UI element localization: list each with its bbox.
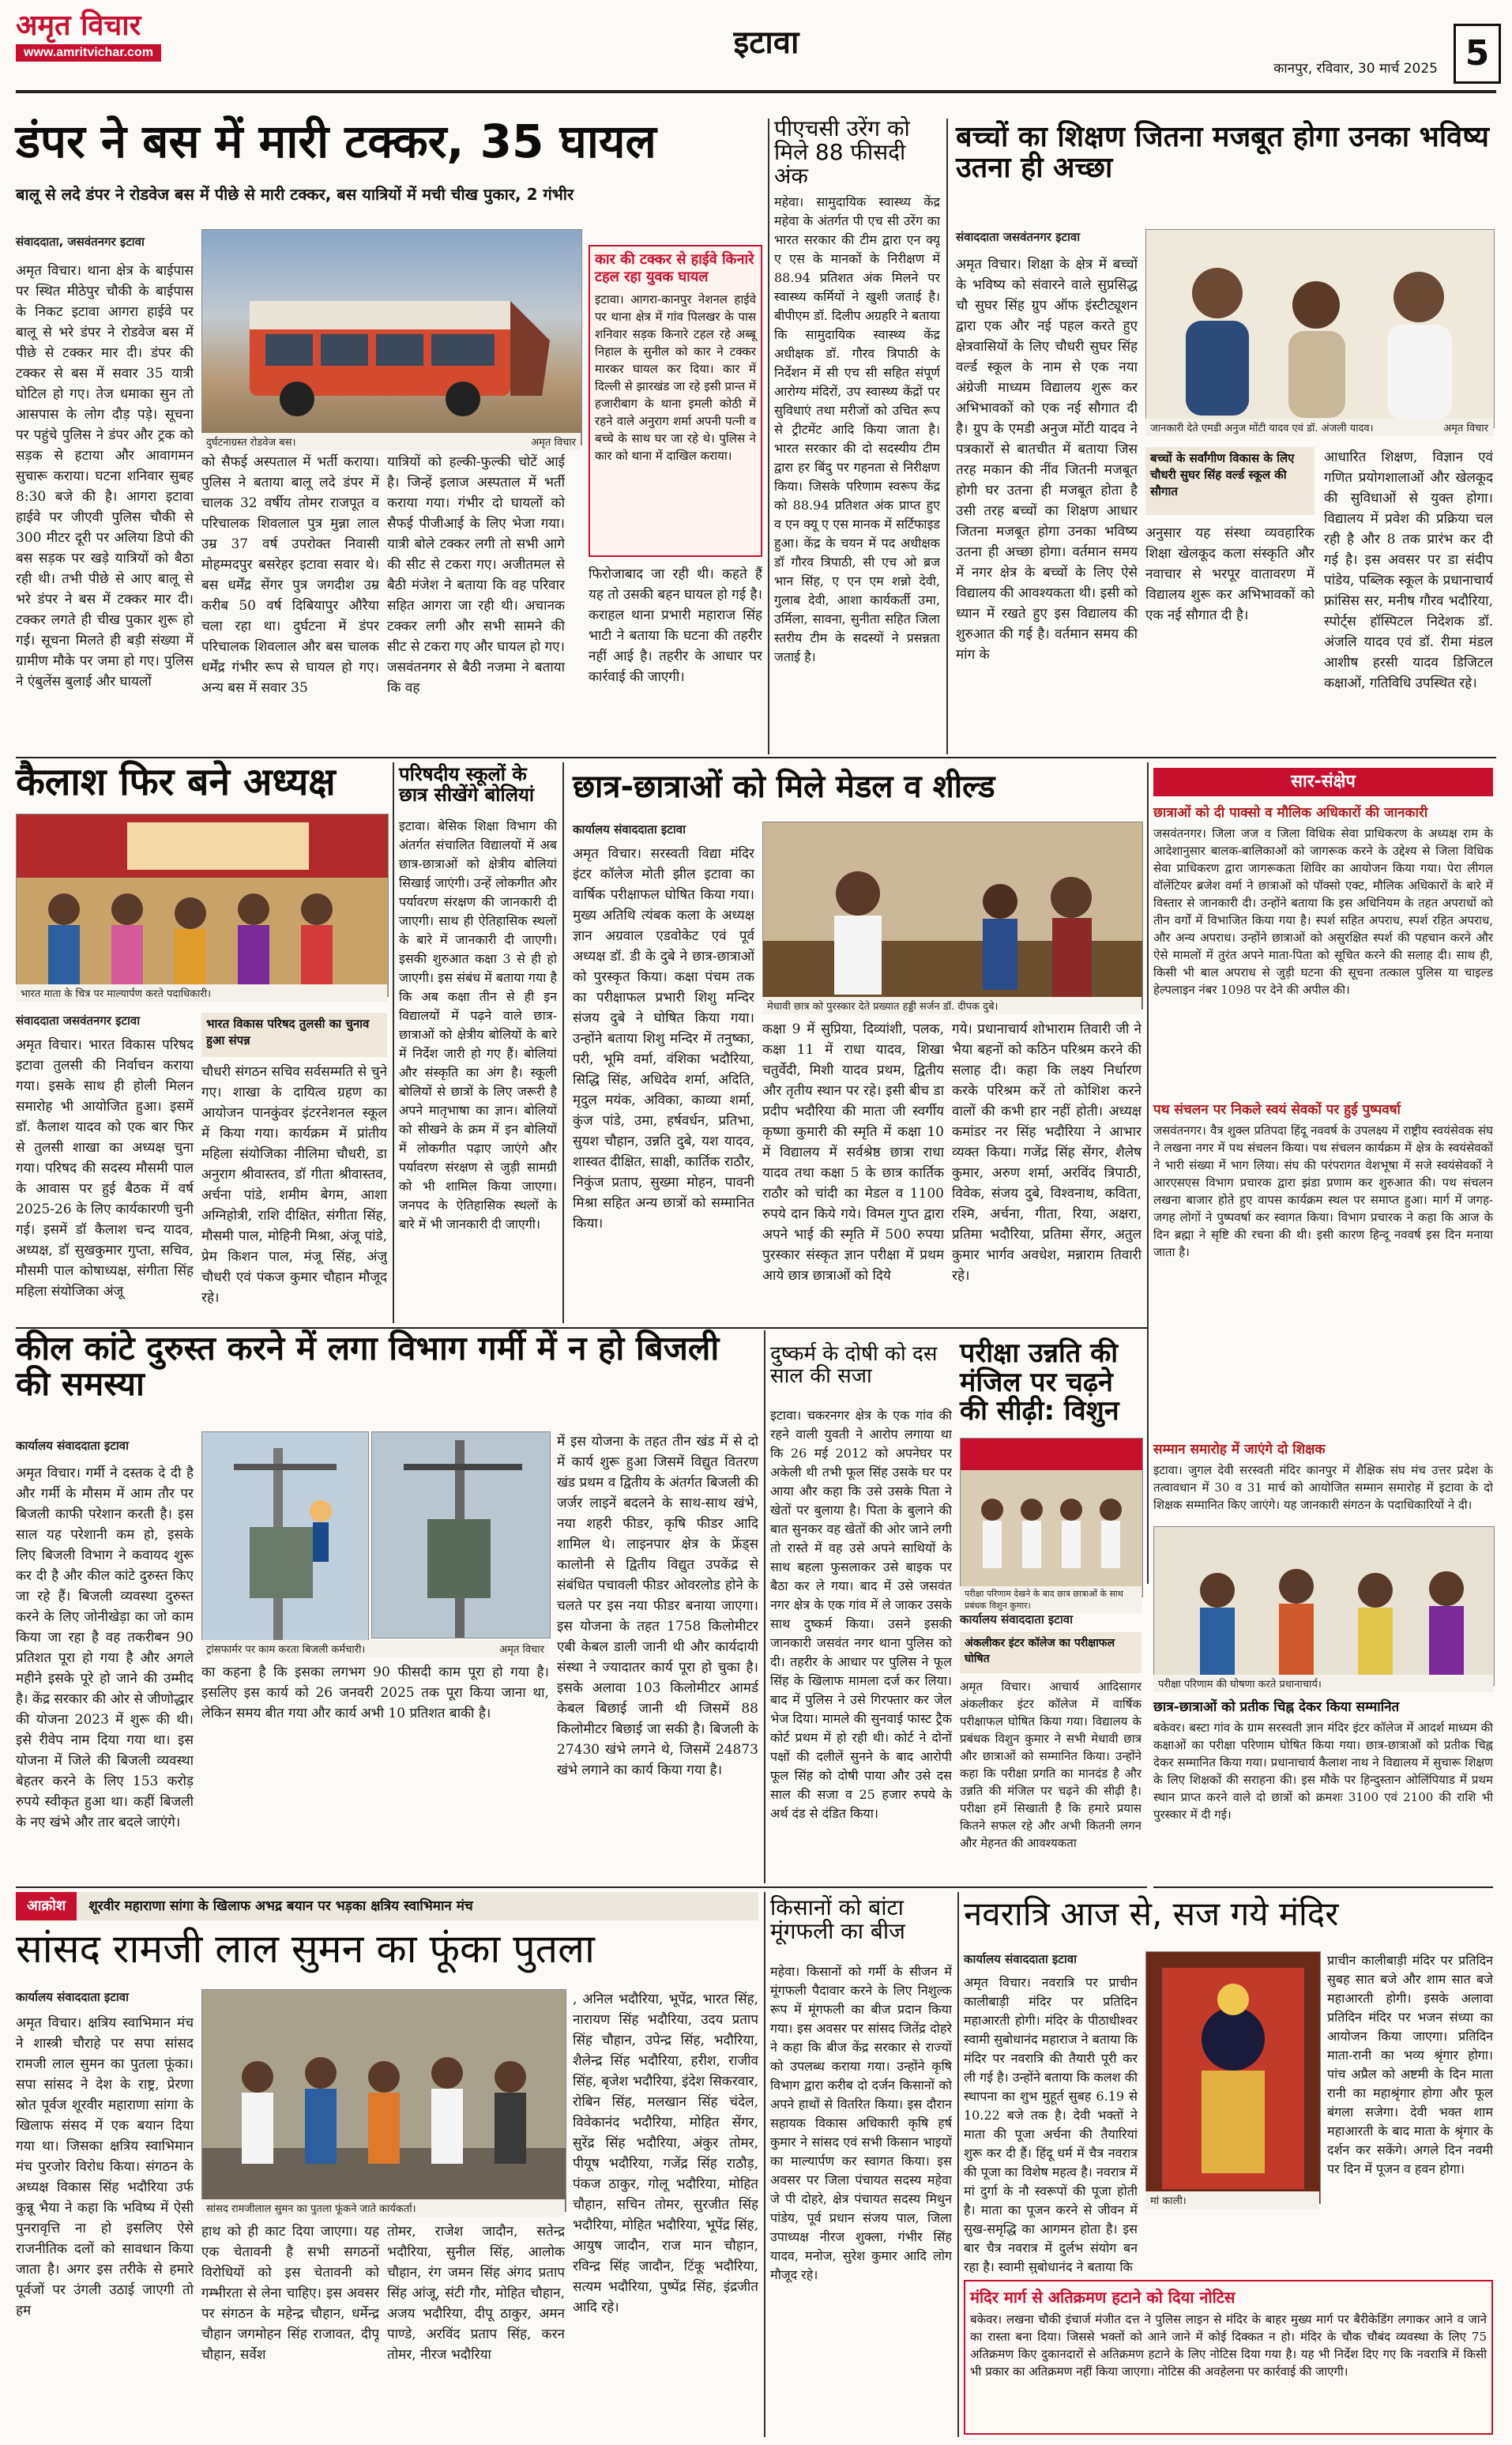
masthead [16, 8, 1496, 95]
photo-medal-ceremony [762, 822, 1143, 1010]
story-dumper-col3: यात्रियों को हल्की-फुल्की चोटें आई है। जिन्हें इलाज अस्पताल में भर्ती कराया गया। गंभीर दो घायलों को सैफई पीजीआई के लिए भेजा गया। यात्री बोले टक्कर लगी तो सभी आगे की सीट से टकरा गए। अजीतमल से बैठी मंजेश ने बताया कि वह परिवार सहित आगरा जा रही थी। अचानक टक्कर लगी और सभी सामने की सीट से टकरा गए और घायल हो गए। जसवंतनगर से बैठी नजमा ने बताया कि वह [387, 454, 565, 696]
story-medal-col3: गये। प्रधानाचार्य शोभाराम तिवारी जी ने भैया बहनों को कठिन परिश्रम करने की सलाह दी। कहा कि लक्ष्य निर्धारण करके परिश्रम करें तो कोशिश करने वालों की कभी हार नहीं होती। अध्यक्ष कमांडर नर सिंह भदौरिया ने आभार व्यक्त किया। गजेंद्र सिंह सेंगर, शैलेष कुमार, अरुण शर्मा, अरविंद त्रिपाठी, विवेक, संजय दुबे, विश्वनाथ, कविता, रश्मि, अर्चना, गीता, रिया, अक्षरा, प्रतिमा भदौरिया, प्रतिमा सेंगर, अतुल कुमार भार्गव अवधेश, मन्नाराम तिवारी रहे। [952, 1021, 1142, 1284]
section-rule [1153, 1886, 1493, 1888]
goddess-illustration [1146, 1952, 1320, 2203]
caption-md-and-doctor [1145, 419, 1493, 436]
brand-url[interactable]: www.amritvichar.com [16, 44, 161, 62]
notice-title: मंदिर मार्ग से अतिक्रमण हटाने को दिया नोटिस [970, 2288, 1236, 2307]
bus-illustration [202, 230, 581, 445]
people-illustration [1146, 230, 1494, 427]
section-rule [16, 1886, 1147, 1888]
caption-maa-kali: मां काली। [1145, 2191, 1319, 2209]
summary-item1-body: जसवंतनगर। जिला जज व जिला विधिक सेवा प्राधिकरण के अध्यक्ष राम के आदेशानुसार बालक-बालिकाओं को जागरूक करने के उद्देश्य से जिला विधिक सेवा प्राधिकरण द्वारा जागरूकता शिविर का आयोजन किया गया। पेरा लीगल वॉलेंटियर ब्रजेश वर्मा ने छात्राओं को पॉक्सो एक्ट, मौलिक अधिकारों के बारे में विस्तार से जानकारी दी। उन्होंने बताया कि इस अधिनियम के तहत अपराधों को तीन वर्गों में विभाजित किया गया है। स्पर्श सहित अपराध, स्पर्श रहित अपराध, और अन्य अपराध। उन्होंने छात्राओं को असुरक्षित स्पर्श की पहचान करने और ऐसे मामलों में तुरंत अपने माता-पिता को सूचित करने की सलाह दी। साथ ही, किसी भी बाल अपराध से जुड़ी घटना की सूचना तत्काल पुलिस या चाइल्ड हेल्पलाइन नंबर 1098 पर देने की अपील की। [1153, 826, 1493, 997]
headline-navratri: नवरात्रि आज से, सज गये मंदिर [964, 1894, 1339, 1933]
column-rule [946, 118, 948, 754]
meeting-illustration [17, 814, 388, 996]
kicker-text: शूरवीर महाराणा सांगा के खिलाफ अभद्र बयान पर भड़का क्षत्रिय स्वाभिमान मंच [88, 1898, 473, 1914]
box-kailash-highlight [201, 1013, 387, 1057]
section-title: इटावा [733, 24, 799, 61]
story-kisan-body: महेवा। किसानों को गर्मी के सीजन में मूंगफली पैदावार करने के लिए निशुल्क रूप में मूंगफली का बीज प्रदान किया गया। इस अवसर पर सांसद जितेंद्र दोहरे ने कहा कि बीज केंद्र सरकार से राज्यों को उपलब्ध कराया गया। उन्होंने कृषि विभाग द्वारा करीब दो दर्जन किसानों को अपने हाथों से वितरित किया। इस दौरान सहायक विकास अधिकारी कृषि हर्ष कुमार ने सांसद एवं सभी किसान भाइयों का माल्यार्पण कर स्वागत किया। इस अवसर पर जिला पंचायत सदस्य महेवा जे पी दोहरे, क्षेत्र पंचायत सदस्य मिथुन पांडेय, पूर्व प्रधान संजय पाल, जिला उपाध्यक्ष नीरज शुक्ला, गंभीर सिंह यादव, मनोज, सुरेश कुमार आदि लोग मौजूद रहे। [770, 1964, 952, 2282]
byline-education: संवाददाता जसवंतनगर इटावा [956, 230, 1081, 244]
story-keel-col1: अमृत विचार। गर्मी ने दस्तक दे दी है और गर्मी के मौसम में आम तौर पर बिजली काफी परेशान करती है। इस साल यह परेशानी कम हो, इसके लिए बिजली विभाग ने कवायद शुरू कर दी है और कील कांटे दुरुस्त किए जा रहे हैं। बिजली व्यवस्था दुरुस्त करने के लिए जोनीखेड़ा का जो काम किया जा रहा है वह तकरीबन 90 प्रतिशत पूरा हो गया है और अगले महीने इसके पूरे हो जाने की उम्मीद है। केंद्र सरकार की ओर से जीणोद्धार की योजना 2023 में शुरू की थी। इसे रीवेप नाम दिया गया था। इस योजना में जिले की बिजली व्यवस्था बेहतर करने के लिए 153 करोड़ रुपये स्वीकृत हुआ था। कहीं बिजली के नए खंभे और तार बदले जाएंगे। [16, 1465, 194, 1830]
photo-transformer-pole [371, 1431, 551, 1638]
crowd-illustration [202, 1990, 566, 2211]
caption-transformer-text: ट्रांसफार्मर पर काम करता बिजली कर्मचारी। [206, 1644, 366, 1656]
caption-effigy: सांसद रामजीलाल सुमन का पुतला फूंकने जाते कार्यकर्ता। [201, 2199, 565, 2217]
byline-navratri: कार्यालय संवाददाता इटावा [964, 1952, 1077, 1966]
story-dumper-col1: अमृत विचार। थाना क्षेत्र के बाईपास पर स्थित मीठेपुर चौकी के बाईपास के निकट इटावा आगरा हाईवे पर बालू से भरे डंपर ने रोडवेज बस में पीछे से टक्कर मार दी। डंपर की टक्कर से बस में सवार 35 यात्री घोटिल हो गए। तेज धमाका सुन तो आसपास के लोग दौड़ पड़े। सूचना पर पहुंचे पुलिस ने डंपर और ट्रक को सड़क से हटाया और आवागमन सुचारू कराया। घटना शनिवार सुबह 8:30 बजे की है। आगरा इटावा हाईवे पर जीएवी पुलिस चौकी से 300 मीटर दूरी पर अलिया डिपो की बस सड़क पर खड़े यात्रियों को बैठा रही थी। तभी पीछे से आए बालू से भरे डंपर ने बस में टक्कर मार दी। टक्कर लगते ही चीख पुकार शुरू हो गई। सूचना मिलते ही बड़ी संख्या में ग्रामीण मौके पर जमा हो गए। पुलिस ने एंबुलेंस बुलाई और घायलों [16, 263, 194, 690]
photo-credit: अमृत विचार [531, 437, 576, 449]
caption-medal: मेधावी छात्र को पुरस्कार देते प्रख्यात हड्डी सर्जन डॉ. दीपक दुबे। [762, 997, 1142, 1014]
caption-damaged-bus [201, 433, 581, 450]
subhead-dumper: बालू से लदे डंपर ने रोडवेज बस में पीछे से मारी टक्कर, बस यात्रियों में मची चीख पुकार, 2 गंभीर [16, 185, 574, 204]
story-pariksha-col1: अमृत विचार। आचार्य आदिसागर अंकलीकर इंटर कॉलेज में वार्षिक परीक्षाफल घोषित किया गया। विद्यालय के प्रबंधक विशुन कुमार ने सभी मेधावी छात्र और छात्राओं को सम्मानित किया। उन्होंने कहा कि परीक्षा प्रगति का मानदंड है और उन्नति की मंजिल पर चढ़ने की सीढ़ी है। परीक्षा हमें सिखाती है कि हमारे प्रयास कितने सफल रहे और अभी कितनी लगन और मेहनत की आवश्यकता [960, 1680, 1142, 1850]
box-education-text: बच्चों के सर्वांगीण विकास के लिए चौधरी सुघर सिंह वर्ल्ड स्कूल की सौगात [1150, 451, 1295, 498]
headline-bolia: परिषदीय स्कूलों के छात्र सीखेंगे बोलियां [399, 763, 535, 806]
story-education-col2: अनुसार यह संस्था व्यवहारिक शिक्षा खेलकूद कला संस्कृति और नवाचार से भरपूर वातावरण में विद्यालय शुरू कर अभिभावकों को एक नई सौगात दी है। [1145, 525, 1315, 623]
medal-illustration [763, 822, 1142, 1009]
brand-logo [16, 8, 205, 90]
byline-medal: कार्यालय संवाददाता इटावा [573, 822, 686, 837]
story-kailash-col1: अमृत विचार। भारत विकास परिषद इटावा तुलसी की निर्वाचन कराया गया। इसके साथ ही होली मिलन समारोह भी आयोजित हुआ। इसमें डॉ. कैलाश यादव को एक बार फिर से तुलसी शाखा का अध्यक्ष चुना गया। परिषद की सदस्य मौसमी पाल के आवास पर हुई बैठक में वर्ष 2025-26 के लिए कार्यकारणी चुनी गई। इसमें डॉ कैलाश चन्द यादव, अध्यक्ष, डॉ सुखकुमार गुप्ता, सचिव, मौसमी पाल कोषाध्यक्ष, संगीता सिंह महिला संयोजिका अंजू [16, 1037, 194, 1300]
box-kailash-text: भारत विकास परिषद तुलसी का चुनाव हुआ संपन्न [206, 1017, 370, 1048]
story-dumper-col2: को सैफई अस्पताल में भर्ती कराया। पुलिस ने बताया बालू लदे डंपर में चालक 32 वर्षीय तोमर राजपूत व परिचालक शिवलाल पुत्र मुन्ना लाल उम्र 37 वर्ष उपरोक्त निवासी मोहम्मदपुर बसरेहर इटावा सवार थे। बस धर्मेंद्र सेंगर पुत्र जगदीश उम्र करीब 50 वर्ष दिबियापुर औरैया चला रहा था। दुर्घटना में डंपर परिचालक शिवलाल और बस चालक धर्मेंद्र गंभीर रूप से घायल हो गए। अन्य बस में सवार 35 [201, 454, 379, 696]
headline-pariksha: परीक्षा उन्नति की मंजिल पर चढ़ने की सीढ़ी: विशुन [960, 1337, 1119, 1428]
photo-effigy-burning [201, 1989, 566, 2212]
box-pariksha-highlight [960, 1632, 1142, 1673]
story-phc-body: महेवा। सामुदायिक स्वास्थ्य केंद्र महेवा के अंतर्गत पी एच सी उरेंग का भारत सरकार की टीम द्वारा एन क्यू ए एस के मानकों के निरीक्षण में 88.94 प्रतिशत अंक मिलने पर स्वास्थ्य कर्मियों ने खुशी जताई है। बीपीएम डॉ. दिलीप अग्रहरि ने बताया कि सामुदायिक स्वास्थ्य केंद्र अधीक्षक डॉ. गौरव त्रिपाठी के निर्देशन में सी एच सी सहित संपूर्ण आरोग्य मंदिरों, उप स्वास्थ्य केंद्रों पर सुविधाएं तथा मरीजों को उचित रूप से ट्रीटमेंट आदि किया जाता है। भारत सरकार की दो सदस्यीय टीम द्वारा हर बिंदु पर गहनता से निरीक्षण किया। जिसके परिणाम स्वरूप केंद्र को 88.94 प्रतिशत अंक प्राप्त हुए व एन क्यू ए एस मानक में सर्टिफाइड हुआ। केंद्र के चयन में पद अधीक्षक डॉ गौरव त्रिपाठी, सी एच ओ ब्रज भान सिंह, ए एन एम शन्नो देवी, गुलाब देवी, आशा कार्यकर्ती उमा, उर्मिला, सावना, सुनीता सहित जिला स्तरीय टीम के सदस्यों ने प्रसन्नता जताई है। [774, 194, 940, 664]
story-navratri-col1: अमृत विचार। नवरात्रि पर प्राचीन कालीबाड़ी मंदिर पर प्रतिदिन महाआरती होगी। मंदिर के पीठाधीश्वर स्वामी सुबोधानंद महाराज ने बताया कि मंदिर पर नवरात्रि की तैयारी पूरी कर ली गई है। उन्होंने बताया कि कलश की स्थापना का शुभ मुहूर्त सुबह 6.19 से 10.22 बजे तक है। देवी भक्तों ने माता की पूजा अर्चना की तैयारियां शुरू कर दी हैं। हिंदू धर्म में चैत्र नवरात्र की पूजा का विशेष महत्व है। नवरात्र में मां दुर्गा के नौ स्वरूपों की पूजा होती है। माता का पूजन करने से जीवन में सुख-समृद्धि का आगमन होता है। इस बार चैत्र नवरात्र में दुर्लभ संयोग बन रहा है। स्वामी सुबोधानंद ने बताया कि [964, 1975, 1138, 2274]
photo-credit: अमृत विचार [499, 1644, 544, 1656]
caption-result-announcement: परीक्षा परिणाम की घोषणा करते प्रधानाचार्य। [1153, 1675, 1493, 1692]
summary-item3-title: सम्मान समारोह में जाएंगे दो शिक्षक [1153, 1442, 1326, 1458]
caption-pariksha: परीक्षा परिणाम देखने के बाद छात्र छात्राओं के साथ प्रबंधक विशुन कुमार। [960, 1586, 1142, 1613]
caption-bharat-vikas: भारत माता के चित्र पर माल्यार्पण करते पदाधिकारी। [16, 984, 387, 1002]
section-rule [16, 757, 1496, 758]
summary-item4-title: छात्र-छात्राओं को प्रतीक चिह्न देकर किया सम्मानित [1153, 1699, 1400, 1715]
pole-illustration [372, 1432, 550, 1638]
story-sansad-col3: तोमर, राजेश जादौन, सतेन्द्र भदौरिया, सुनील सिंह, आलोक चौहान, रंग जमन सिंह अंगद प्रताप सिंह आंजू, संटी गौर, मोहित चौहान, अजय भदौरिया, दीपू ठाकुर, अमन पाण्डे, अरविंद प्रताप सिंह, करन तोमर, नीरज भदौरिया [387, 2224, 565, 2363]
story-bolia-body: इटावा। बेसिक शिक्षा विभाग की अंतर्गत संचालित विद्यालयों में अब छात्र-छात्राओं को क्षेत्रीय बोलियां सिखाई जाएंगी। उन्हें लोकगीत और पर्यावरण संरक्षण की जानकारी दी जाएगी। साथ ही ऐतिहासिक स्थलों के बारे में जानकारी दी जाएगी। इसकी शुरुआत कक्षा 3 से ही हो जाएगी। इस संबंध में बताया गया है कि अब कक्षा तीन से ही इन विद्यालयों में पढ़ने वाले छात्र-छात्राओं को क्षेत्रीय बोलियों के बारे में निर्देश जारी हो गए हैं। बोलियां और संस्कृति का अंग है। स्कूली बोलियों से छात्रों के लिए जरूरी है अपने मातृभाषा का ज्ञान। बोलियों को सीखने के क्रम में इन बोलियों में लोकगीत पढ़ाए जाएंगे और पर्यावरण संरक्षण से जुड़ी सामग्री को भी शामिल किया जाएगा। जनपद के ऐतिहासिक स्थलों के बारे में भी जानकारी दी जाएगी। [399, 818, 557, 1232]
notice-body: बकेवर। लखना चौकी इंचार्ज मंजीत दत्त ने पुलिस लाइन से मंदिर के बाहर मुख्य मार्ग पर बैरीकेडिंग लगाकर आने व जाने का रास्ता बना दिया। जिससे भक्तों को आने जाने में कोई दिक्कत न हो। मंदिर के चौक चौबंद व्यवस्था के लिए 75 अतिक्रमण किए दुकानदारों से अतिक्रमण हटाने के लिए नोटिस दिया गया है। यह भी निर्देश दिए गए कि नवरात्रि में किसी भी प्रकार का अतिक्रमण नहीं किया जाएगा। नोटिस की अवहेलना पर कार्रवाई की जाएगी। [970, 2312, 1487, 2379]
photo-bharat-vikas-parishad [16, 814, 389, 997]
story-sansad-col1: अमृत विचार। क्षत्रिय स्वाभिमान मंच ने शास्त्री चौराहे पर सपा सांसद रामजी लाल सुमन का पुतला फूंका। सपा सांसद ने देश के राष्ट्र, प्रेरणा स्रोत पूर्वज शूरवीर महाराणा सांगा के खिलाफ संसद में एक बयान दिया गया था। जिसका क्षत्रिय स्वाभिमान मंच पुरजोर विरोध किया। संगठन के अध्यक्ष विकास सिंह भदौरिया उर्फ कुन्नू भैया ने कहा कि भविष्य में ऐसी पुनरावृत्ति ना हो इसलिए ऐसे राजनीतिक दलों को सावधान किया जाता है। अगर इस तरीके से हमारे पूर्वजों पर उंगली उठाई जाएगी तो हम [16, 2015, 194, 2319]
column-rule [764, 1892, 765, 2437]
headline-dumper: डंपर ने बस में मारी टक्कर, 35 घायल [16, 115, 656, 168]
story-kailash-col2: चौधरी संगठन सचिव सर्वसम्मति से चुने गए। शाखा के दायित्व ग्रहण का आयोजन पानकुंवर इंटरनेशनल स्कूल में किया गया। कार्यक्रम में प्रांतीय महिला संयोजिका नीलिमा चौधरी, डा अनुराग श्रीवास्तव, डॉ गीता श्रीवास्तव, अर्चना पांडे, शमीम बेगम, आशा अग्निहोत्री, राशि दीक्षित, संगीता सिंह, मौसमी पाल, मोहिनी मिश्रा, अंजू पांडे, प्रेम किशन पाल, मंजू सिंह, अंजु चौधरी एवं पंकज कुमार चौहान मौजूद रहे। [201, 1064, 387, 1306]
photo-transformer-work [201, 1431, 369, 1653]
column-rule [768, 118, 769, 754]
box-car-headline: कार की टक्कर से हाईवे किनारे टहल रहा युवक घायल [595, 251, 754, 285]
summary-item2-title: पथ संचलन पर निकले स्वयं सेवकों पर हुई पुष्पवर्षा [1153, 1102, 1401, 1118]
brand-name: अमृत विचार [16, 9, 141, 42]
photo-pariksha-students [960, 1438, 1143, 1597]
story-sansad-col4: , अनिल भदौरिया, भूपेंद्र, भारत सिंह, नारायण सिंह भदौरिया, उदय प्रताप सिंह चौहान, उपेन्द्र सिंह, भदौरिया, शैलेन्द्र सिंह भदौरिया, हरीश, राजीव सिंह, बृजेश भदौरिया, इंदेश सिकरवार, रोबिन सिंह, मलखान सिंह चंदेल, विवेकानंद भदौरिया, मोहित सेंगर, सुरेंद्र सिंह भदौरिया, अंकुर तोमर, पीयूष भदौरिया, गजेंद्र सिंह राठौड़, पंकज ठाकुर, गोलू भदौरिया, मोहित चौहान, सचिन तोमर, सुरजीत सिंह भदौरिया, मोहित भदौरिया, भूपेंद्र सिंह, आयुष जादौन, राज मान चौहान, रविन्द्र सिंह जादौन, टिंकू भदौरिया, सत्यम भदौरिया, पुष्पेंद्र सिंह, इंद्रजीत आदि रहे। [573, 1992, 758, 2315]
caption-damaged-bus-text: दुर्घटनाग्रस्त रोडवेज बस। [206, 437, 296, 449]
transformer-illustration [202, 1432, 368, 1652]
story-keel-col3: में इस योजना के तहत तीन खंड में से दो में कार्य शुरू हुआ जिसमें विद्युत वितरण खंड प्रथम व द्वितीय के अंतर्गत बिजली की जर्जर लाइनें बदलने के साथ-साथ खंभे, नया शहरी फीडर, कृषि फीडर आदि शामिल थे। लाइनपार क्षेत्र के फ्रेंड्स कालोनी से द्वितीय विद्युत उपकेंद्र से संबंधित पचावली फीडर ओवरलोड होने के चलते पर इस नया फीडर बनाया जाएगा। इस योजना के तहत 1758 किलोमीटर एबी केबल डाली जानी थी और कार्यदायी संस्था ने ज्यादातर कार्य पूरा हो चुका है। इसके अलावा 103 किलोमीटर आमर्ड केबल बिछाई जानी थी जिसमें 88 किलोमीटर बिछाई जा सकी है। बिजली के 27430 खंभे लगने थे, जिसमें 24873 खंभे लगाने का कार्य किया गया है। [557, 1434, 758, 1778]
photo-result-announcement [1153, 1526, 1495, 1686]
byline-kailash: संवाददाता जसवंतनगर इटावा [16, 1014, 141, 1028]
ceremony-illustration [1154, 1527, 1494, 1685]
box-car-accident [589, 245, 762, 557]
kicker-bar [16, 1892, 758, 1920]
page-number: 5 [1454, 24, 1501, 84]
story-education-col1: अमृत विचार। शिक्षा के क्षेत्र में बच्चों के भविष्य को संवारने वाले सुप्रसिद्ध चौ सुघर सिंह ग्रुप ऑफ इंस्टीट्यूशन द्वारा एक और नई पहल करते हुए क्षेत्रवासियों के लिए चौधरी सुघर सिंह वर्ल्ड स्कूल के नाम से एक नया अंग्रेजी माध्यम विद्यालय शुरू कर अभिभावकों को एक नई सौगात दी है। ग्रुप के एमडी अनुज मोंटी यादव ने पत्रकारों से बातचीत में बताया जिस तरह मकान की नींव जितनी मजबूत होगी घर उतना ही मजबूत होता है उसी तरह बच्चों का शिक्षण आधार जितना मजबूत होगा उनका भविष्य उतना ही अच्छा होगा। वर्तमान समय में नगर क्षेत्र के बच्चों के लिए ऐसे विद्यालय की आवश्यकता थी। इसी को ध्यान में रखते हुए इस विद्यालय की शुरुआत की गई है। वर्तमान समय की मांग के [956, 257, 1138, 663]
column-rule [957, 1892, 959, 2437]
headline-medal: छात्र-छात्राओं को मिले मेडल व शील्ड [573, 769, 995, 805]
story-education-col3: आधारित शिक्षण, विज्ञान एवं गणित प्रयोगशालाओं और खेलकूद की सुविधाओं से युक्त होगा। विद्यालय में प्रवेश की प्रक्रिया चल रही है और 8 तक प्रारंभ कर दी गई है। इस अवसर पर डा संदीप पांडेय, पब्लिक स्कूल के प्रधानाचार्य फ्रांसिस सर, मनीष गौरव भदौरिया, स्पोर्ट्स हॉस्पिटल निदेशक डॉ. अंजलि यादव एवं डॉ. रीमा मंडल आशीष हरसी यादव डिजिटल कक्षाओं, गतिविधि उपस्थित रहे। [1324, 450, 1493, 691]
photo-credit: अमृत विचार [1443, 423, 1488, 434]
summary-item3-body: इटावा। जुगल देवी सरस्वती मंदिर कानपुर में शैक्षिक संघ मंच उत्तर प्रदेश के तत्वावधान में 30 व 31 मार्च को आयोजित सम्मान समारोह में इटावा के दो शिक्षक सम्मानित किए जाएंगे। यह जानकारी संगठन के पदाधिकारियों ने दी। [1153, 1463, 1493, 1512]
headline-dushkarm: दुष्कर्म के दोषी को दस साल की सजा [770, 1342, 938, 1389]
photo-md-and-doctor [1145, 229, 1495, 428]
summary-item4-body: बकेवर। बस्टा गांव के ग्राम सरस्वती ज्ञान मंदिर इंटर कॉलेज में आदर्श माध्यम की कक्षाओं का परीक्षा परिणाम घोषित किया गया। छात्र-छात्राओं को प्रतीक चिह्न देकर सम्मानित किया गया। प्रधानाचार्य कैलाश नाथ ने विद्यालय में सुचारू शिक्षण के लिए शिक्षकों की सराहना की। इस मौके पर हिन्दुस्तान ओलिंपियाड में प्रथम स्थान प्राप्त करने वाले दो छात्रों को क्रमशः 3100 एवं 2100 की राशि भी पुरस्कार में दी गई। [1153, 1721, 1493, 1822]
summary-title: सार-संक्षेप [1291, 772, 1356, 792]
caption-md-and-doctor-text: जानकारी देते एमडी अनुज मोंटी यादव एवं डॉ. अंजली यादव। [1150, 423, 1374, 434]
summary-item1-title: छात्राओं को दी पाक्सो व मौलिक अधिकारों की जानकारी [1153, 805, 1428, 821]
box-education-highlight [1145, 447, 1315, 515]
byline-pariksha: कार्यालय संवाददाता इटावा [960, 1612, 1073, 1627]
byline-keel: कार्यालय संवाददाता इटावा [16, 1439, 129, 1453]
box-car-body: इटावा। आगरा-कानपुर नेशनल हाईवे पर थाना क्षेत्र में गांव पिलखर के पास शनिवार सड़क किनारे टहल रहे अब्बू निहाल के सुनील को कार ने टक्कर मारकर घायल कर दिया। कार में दिल्ली से झारखंड जा रहे इसी प्रान्त में हजारीबाग के थाना इमली कोठी में रहने वाले अनुराग शर्मा अपनी पत्नी व बच्चे के साथ घर जा रहे थे। पुलिस ने कार को थाना में दाखिल कराया। [595, 292, 756, 463]
story-medal-col2: कक्षा 9 में सुप्रिया, दिव्यांशी, पलक, कक्षा 11 में राधा यादव, शिखा चतुर्वेदी, मिशी यादव प्रथम, द्वितीय और तृतीय स्थान पर रहे। इसी बीच डा प्रदीप भदौरिया की माता जी स्वर्गीय कृष्णा कुमारी की स्मृति में कक्षा 10 में विद्यालय में सर्वश्रेष्ठ छात्रा राधा यादव तथा कक्षा 5 के छात्र कार्तिक राठौर को चांदी का मेडल व 1100 रुपये दान किये गये। विमल गुप्त द्वारा अपने भाई की स्मृति में 500 रुपया पुरस्कार संस्कृत ज्ञान परीक्षा में प्रथम आये छात्र छात्राओं को दिये [762, 1021, 944, 1284]
headline-kisan: किसानों को बांटा मूंगफली का बीज [770, 1894, 905, 1945]
headline-kailash: कैलाश फिर बने अध्यक्ष [16, 760, 336, 804]
story-dumper-col4: फिरोजाबाद जा रही थी। कहते हैं यह तो उसकी बहन घायल हो गई है। कराहल थाना प्रभारी महाराज सिंह भाटी ने बताया कि घटना की तहरीर नहीं आई है। तहरीर के आधार पर कार्रवाई की जाएगी। [589, 566, 762, 685]
masthead-rule [16, 90, 1496, 93]
caption-transformer [201, 1640, 549, 1657]
dateline: कानपुर, रविवार, 30 मार्च 2025 [1273, 61, 1438, 77]
headline-phc: पीएचसी उरेंग को मिले 88 फीसदी अंक [774, 115, 910, 190]
photo-maa-kali [1145, 1951, 1321, 2204]
summary-item2-body: जसवंतनगर। वैत्र शुक्ल प्रतिपदा हिंदू नववर्ष के उपलक्ष्य में राष्ट्रीय स्वयंसेवक संघ ने लखना नगर में पथ संचलन किया। पथ संचलन कार्यक्रम में क्षेत्र के स्वयंसेवकों ने भारी संख्या में भाग लिया। संघ की परंपरागत वेशभूषा में सजे स्वयंसेवकों ने आरएसएस विभाग प्रचारक द्वारा झंडा प्रणाम कर शुरुआत की। पथ संचलन लखना बाजार होते हुए वापस कार्यक्रम स्थल पर समाप्त हुआ। मार्ग में जगह-जगह लोगों ने पुष्पवर्षा कर स्वागत किया। विभाग प्रचारक ने कहा कि आज के दिन ब्रह्मा ने सृष्टि की रचना की थी। इसी कारण हिन्दू नववर्ष इस दिन मनाया जाता है। [1153, 1123, 1493, 1259]
story-sansad-col2: हाथ को ही काट दिया जाएगा। यह एक चेतावनी है सभी सगठनों विरोधियों को इस चेतावनी को गम्भीरता से लेना चाहिए। इस अवसर पर संगठन के महेन्द्र चौहान, धर्मेन्द्र चौहान जगमोहन सिंह राजावत, दीपू चौहान, सर्वेश [201, 2224, 379, 2363]
box-pariksha-text: अंकलीकर इंटर कॉलेज का परीक्षाफल घोषित [965, 1637, 1115, 1665]
notice-box [964, 2280, 1493, 2435]
story-dushkarm-body: इटावा। चकरनगर क्षेत्र के एक गांव की रहने वाली युवती ने आरोप लगाया था कि 26 मई 2012 को अपनेघर पर अकेली थी तभी फूल सिंह उसके घर पर आया और कहा कि उसे उसके पिता ने खेतों पर बुलाया है। पिता के बुलाने की बात सुनकर वह खेतों की ओर जाने लगी तो रास्ते में वह उसे अपने साथियों के साथ बहला फुसलाकर उसे बाइक पर बैठा कर ले गया। बाद में उसे जसवंत नगर क्षेत्र के एक गांव में ले जाकर उसके साथ दुष्कर्म किया। उसने इसकी जानकारी जसवंत नगर थाना पुलिस को दी। तहरीर के आधार पर पुलिस ने फूल सिंह के खिलाफ मामला दर्ज कर लिया। बाद में पुलिस ने उसे गिरफ्तार कर जेल भेज दिया। मामले की सुनवाई फास्ट ट्रैक कोर्ट प्रथम में हो रही थी। कोर्ट ने दोनों पक्षों की दलीलें सुनने के बाद आरोपी फूल सिंह को दोषी पाया और उसे दस साल की सजा व 25 हजार रुपये के अर्थ दंड से दंडित किया। [770, 1408, 952, 1821]
story-medal-col1: अमृत विचार। सरस्वती विद्या मंदिर इंटर कॉलेज मोती झील इटावा का वार्षिक परीक्षाफल घोषित किया गया। मुख्य अतिथि त्यंबक कला के अध्यक्ष ज्ञान अग्रवाल एडवोकेट एवं पूर्व अध्यक्ष डॉ. डी के दुबे ने छात्र-छात्राओं को पुरस्कृत किया। कक्षा पंचम तक का परीक्षाफल प्रभारी शिशु मन्दिर संजय दुबे ने घोषित किया गया। उन्होंने बताया शिशु मन्दिर में तनुष्का, परी, भूमि वर्मा, वंशिका भदौरिया, सिद्धि सिंह, अधिदेव शर्मा, अदिति, मृदुल मयंक, अविका, काव्या शर्मा, कुंज पांडे, उमा, हर्षवर्धन, प्रतिभा, सुयश चौहान, उन्नति दुबे, यश यादव, शास्वत दीक्षित, साक्षी, कार्तिक राठौर, निकुंज प्रताप, सुख्मा मोहन, पावनी मिश्रा सहित अन्य छात्रों को सम्मानित किया। [573, 846, 754, 1232]
story-navratri-col2: प्राचीन कालीबाड़ी मंदिर पर प्रतिदिन सुबह सात बजे और शाम सात बजे महाआरती होगी। इसके अलावा प्रतिदिन मंदिर पर भजन संध्या का आयोजन किया जाएगा। प्रतिदिन माता-रानी का भव्य श्रृंगार होगा। पांच अप्रैल को अष्टमी के दिन माता रानी का महाश्रृंगार होगा और फूल बंगला सजेगा। देवी भक्त शाम महाआरती के बाद माता के श्रृंगार के दर्शन कर सकेंगे। अगले दिन नवमी पर दिन में पूजन व हवन होगा। [1327, 1953, 1493, 2176]
kicker-tag: आक्रोश [16, 1892, 77, 1920]
photo-damaged-bus [201, 229, 582, 446]
story-keel-col2: का कहना है कि इसका लगभग 90 फीसदी काम पूरा हो गया है। इसलिए इस कार्य को 26 जनवरी 2025 तक पूरा किया जाना था, लेकिन समय बीत गया और कार्य अभी 10 प्रतिशत बाकी है। [201, 1664, 549, 1721]
headline-keel: कील कांटे दुरुस्त करने में लगा विभाग गर्मी में न हो बिजली की समस्या [16, 1329, 720, 1404]
column-rule [764, 1330, 765, 1883]
students-illustration [961, 1439, 1142, 1597]
column-rule [562, 762, 564, 1323]
byline-sansad: कार्यालय संवाददाता इटावा [16, 1990, 129, 2004]
summary-header [1153, 768, 1493, 796]
column-rule [393, 762, 394, 1323]
column-rule [1147, 762, 1149, 1584]
byline-dumper: संवाददाता, जसवंतनगर इटावा [16, 235, 145, 249]
headline-sansad: सांसद रामजी लाल सुमन का फूंका पुतला [16, 1926, 596, 1972]
headline-education: बच्चों का शिक्षण जितना मजबूत होगा उनका भविष्य उतना ही अच्छा [956, 121, 1489, 184]
